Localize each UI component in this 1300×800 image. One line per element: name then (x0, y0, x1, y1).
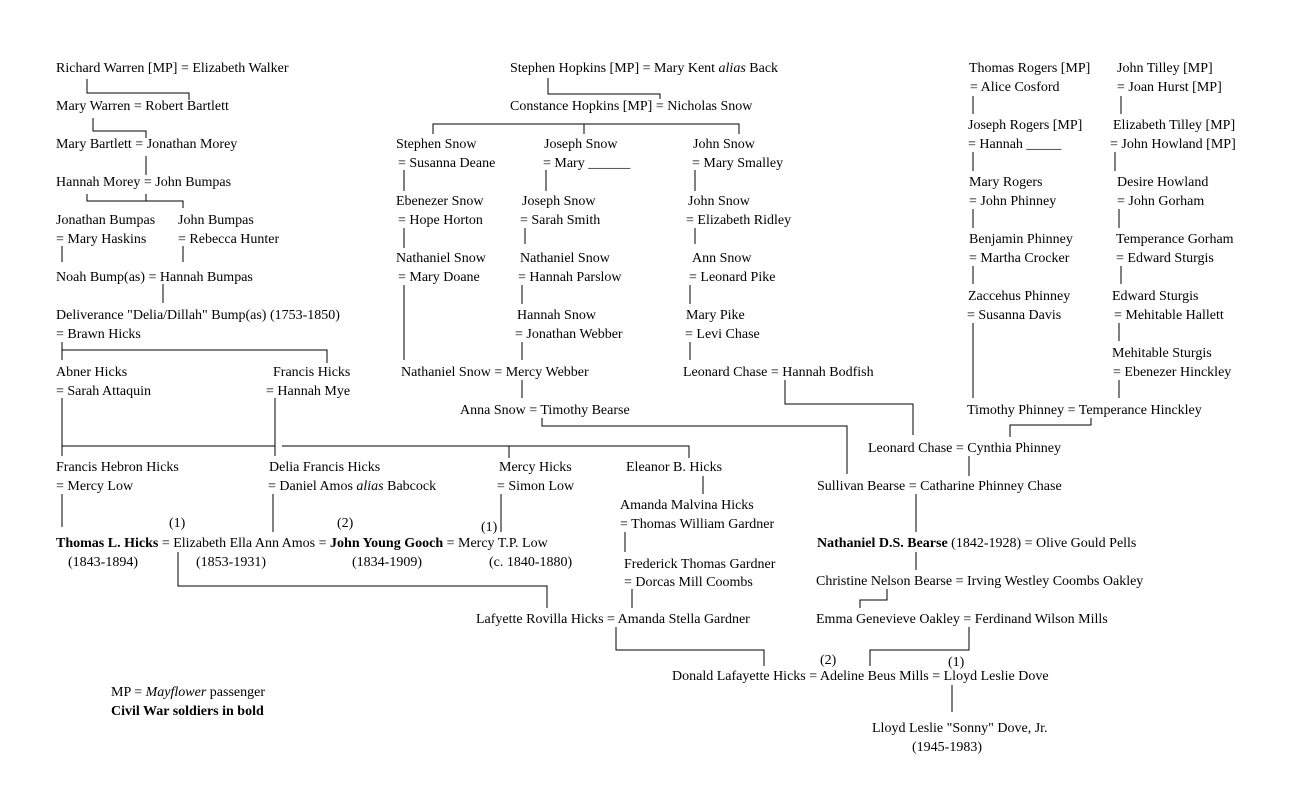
person-nathaniel-snow-2: Nathaniel Snow (520, 251, 610, 266)
person-benjamin-phinney: Benjamin Phinney (969, 232, 1073, 247)
person-donald-lafayette-hicks: Donald Lafayette Hicks = Adeline Beus Mills = Lloyd Leslie Dove (672, 669, 1049, 684)
person-eleanor-hicks: Eleanor B. Hicks (626, 460, 723, 475)
person-john-snow: John Snow (693, 137, 755, 152)
marriage-order-mark: (1) (948, 655, 965, 670)
dates-elizabeth-amos: (1853-1931) (196, 555, 266, 570)
person-richard-warren: Richard Warren [MP] = Elizabeth Walker (56, 61, 289, 76)
spouse-alice-cosford: = Alice Cosford (970, 80, 1060, 95)
person-mary-pike: Mary Pike (686, 308, 745, 323)
person-anna-snow: Anna Snow = Timothy Bearse (460, 403, 630, 418)
connector (785, 380, 913, 435)
dates-lloyd-dove-jr: (1945-1983) (912, 740, 982, 755)
person-zaccehus-phinney: Zaccehus Phinney (968, 289, 1071, 304)
spouse-sarah-smith: = Sarah Smith (520, 213, 601, 228)
person-stephen-hopkins: Stephen Hopkins [MP] = Mary Kent alias Back (510, 61, 779, 76)
person-lafayette-rovilla-hicks: Lafyette Rovilla Hicks = Amanda Stella Gardner (476, 612, 750, 627)
spouse-hannah-parslow: = Hannah Parslow (518, 270, 622, 285)
spouse-mehitable-hallett: = Mehitable Hallett (1114, 308, 1224, 323)
person-john-young-gooch: John Young Gooch (330, 536, 444, 551)
person-francis-hicks: Francis Hicks (273, 365, 351, 380)
connector (1010, 418, 1091, 437)
person-mary-warren: Mary Warren = Robert Bartlett (56, 99, 229, 114)
spouse-levi-chase: = Levi Chase (685, 327, 760, 342)
person-joseph-snow: Joseph Snow (544, 137, 618, 152)
person-john-tilley: John Tilley [MP] (1117, 61, 1213, 76)
spouse-john-howland: = John Howland [MP] (1110, 137, 1236, 152)
person-hannah-morey: Hannah Morey = John Bumpas (56, 175, 232, 190)
person-deliverance-bump: Deliverance "Delia/Dillah" Bump(as) (1753-1850) (56, 308, 340, 323)
dates-thomas-hicks: (1843-1894) (68, 555, 138, 570)
person-desire-howland: Desire Howland (1117, 175, 1209, 190)
spouse-hannah-mye: = Hannah Mye (266, 384, 351, 399)
person-nathaniel-snow-1: Nathaniel Snow (396, 251, 486, 266)
spouse-thomas-william-gardner: = Thomas William Gardner (620, 517, 775, 532)
person-ann-snow: Ann Snow (692, 251, 752, 266)
spouse-martha-crocker: = Martha Crocker (969, 251, 1070, 266)
person-ebenezer-snow: Ebenezer Snow (396, 194, 484, 209)
person-jonathan-bumpas: Jonathan Bumpas (56, 213, 156, 228)
spouse-mary-unknown: = Mary ______ (543, 156, 631, 171)
person-nathaniel-bearse-row: Nathaniel D.S. Bearse (1842-1928) = Olive Gould Pells (817, 536, 1137, 551)
person-mary-rogers: Mary Rogers (969, 175, 1043, 190)
spouse-mary-doane: = Mary Doane (398, 270, 480, 285)
spouse-mercy-low: = Mercy Low (56, 479, 134, 494)
person-nathaniel-ds-bearse: Nathaniel D.S. Bearse (817, 536, 948, 551)
person-frederick-thomas-gardner: Frederick Thomas Gardner (624, 557, 776, 572)
legend-mayflower: MP = Mayflower passenger (111, 685, 265, 700)
connector (62, 350, 327, 363)
spouse-joan-hurst: = Joan Hurst [MP] (1117, 80, 1222, 95)
marriage-order-mark: (1) (481, 520, 498, 535)
spouse-sarah-attaquin: = Sarah Attaquin (56, 384, 151, 399)
marriage-order-mark: (2) (820, 653, 837, 668)
person-sullivan-bearse: Sullivan Bearse = Catharine Phinney Chase (817, 479, 1062, 494)
person-thomas-l-hicks: Thomas L. Hicks (56, 536, 159, 551)
person-lloyd-leslie-dove-jr: Lloyd Leslie "Sonny" Dove, Jr. (872, 721, 1048, 736)
person-amanda-malvina-hicks: Amanda Malvina Hicks (620, 498, 754, 513)
spouse-edward-sturgis: = Edward Sturgis (1116, 251, 1214, 266)
person-delia-francis-hicks: Delia Francis Hicks (269, 460, 381, 475)
spouse-hannah-unknown: = Hannah _____ (968, 137, 1062, 152)
marriage-order-mark: (2) (337, 516, 354, 531)
person-nathaniel-snow-3: Nathaniel Snow = Mercy Webber (401, 365, 589, 380)
person-francis-hebron-hicks: Francis Hebron Hicks (56, 460, 179, 475)
person-edward-sturgis-2: Edward Sturgis (1112, 289, 1199, 304)
connector (87, 194, 183, 208)
marriage-order-mark: (1) (169, 516, 186, 531)
spouse-hope-horton: = Hope Horton (398, 213, 483, 228)
spouse-mary-haskins: = Mary Haskins (56, 232, 147, 247)
spouse-susanna-davis: = Susanna Davis (967, 308, 1062, 323)
spouse-susanna-deane: = Susanna Deane (398, 156, 496, 171)
spouse-daniel-amos: = Daniel Amos alias Babcock (268, 479, 437, 494)
spouse-simon-low: = Simon Low (497, 479, 575, 494)
person-constance-hopkins: Constance Hopkins [MP] = Nicholas Snow (510, 99, 753, 114)
person-abner-hicks: Abner Hicks (56, 365, 128, 380)
person-john-snow-2: John Snow (688, 194, 750, 209)
person-mehitable-sturgis: Mehitable Sturgis (1112, 346, 1212, 361)
person-timothy-phinney: Timothy Phinney = Temperance Hinckley (967, 403, 1202, 418)
connector (860, 589, 887, 608)
person-noah-bump: Noah Bump(as) = Hannah Bumpas (56, 270, 253, 285)
spouse-elizabeth-ridley: = Elizabeth Ridley (686, 213, 792, 228)
spouse-jonathan-webber: = Jonathan Webber (515, 327, 623, 342)
legend-civil-war: Civil War soldiers in bold (111, 704, 264, 719)
spouse-brawn-hicks: = Brawn Hicks (56, 327, 141, 342)
connector (548, 78, 660, 99)
person-christine-nelson-bearse: Christine Nelson Bearse = Irving Westley Coombs Oakley (816, 574, 1144, 589)
spouse-dorcas-mill-coombs: = Dorcas Mill Coombs (624, 575, 753, 590)
connector (282, 446, 689, 458)
person-hannah-snow: Hannah Snow (517, 308, 596, 323)
person-emma-genevieve-oakley: Emma Genevieve Oakley = Ferdinand Wilson Mills (816, 612, 1108, 627)
spouse-ebenezer-hinckley: = Ebenezer Hinckley (1113, 365, 1232, 380)
person-elizabeth-tilley: Elizabeth Tilley [MP] (1113, 118, 1236, 133)
connector (616, 627, 764, 666)
spouse-john-gorham: = John Gorham (1117, 194, 1205, 209)
person-mary-bartlett: Mary Bartlett = Jonathan Morey (56, 137, 238, 152)
person-mercy-hicks: Mercy Hicks (499, 460, 572, 475)
person-leonard-chase-1: Leonard Chase = Hannah Bodfish (683, 365, 874, 380)
person-stephen-snow: Stephen Snow (396, 137, 477, 152)
spouse-rebecca-hunter: = Rebecca Hunter (178, 232, 280, 247)
spouse-mary-smalley: = Mary Smalley (692, 156, 784, 171)
dates-john-gooch: (1834-1909) (352, 555, 422, 570)
connector (433, 124, 739, 134)
person-leonard-chase-2: Leonard Chase = Cynthia Phinney (868, 441, 1061, 456)
person-john-bumpas: John Bumpas (178, 213, 254, 228)
person-joseph-snow-2: Joseph Snow (522, 194, 596, 209)
person-joseph-rogers: Joseph Rogers [MP] (968, 118, 1083, 133)
dates-mercy-low: (c. 1840-1880) (489, 555, 573, 570)
person-thomas-rogers: Thomas Rogers [MP] (969, 61, 1091, 76)
spouse-leonard-pike: = Leonard Pike (689, 270, 776, 285)
spouse-john-phinney: = John Phinney (969, 194, 1057, 209)
person-elizabeth-ella-ann-amos-row: Thomas L. Hicks = Elizabeth Ella Ann Amos = John Young Gooch = Mercy T.P. Low (56, 536, 548, 551)
person-temperance-gorham: Temperance Gorham (1116, 232, 1234, 247)
